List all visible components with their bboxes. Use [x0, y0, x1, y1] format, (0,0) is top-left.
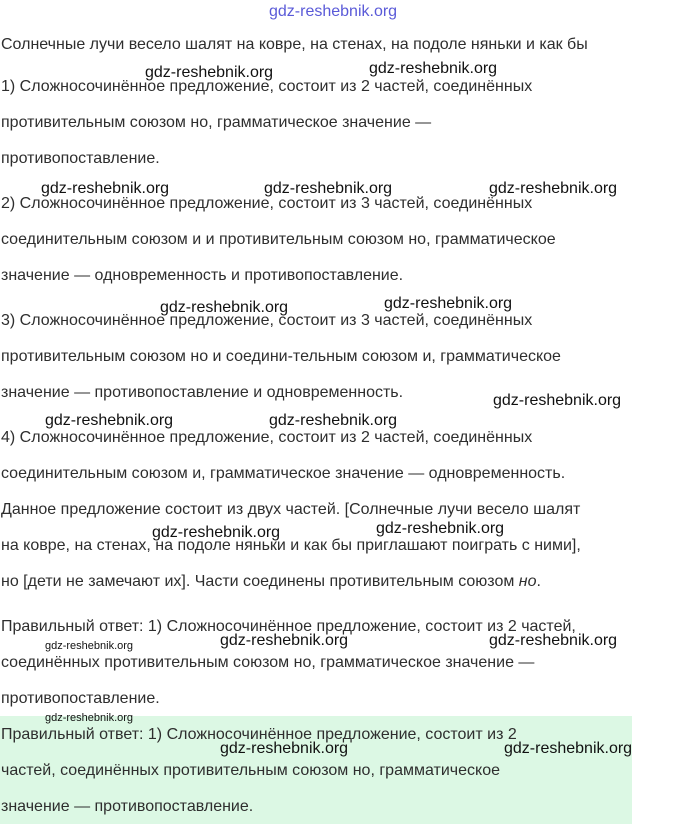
emphasis-conjunction: но [518, 573, 537, 590]
text-line: соединительным союзом и, грамматическое значение — одновременность. [1, 465, 566, 482]
text-line: 3) Сложносочинённое предложение, состоит из 3 частей, соединённых [1, 312, 533, 329]
watermark: gdz-reshebnik.org [376, 520, 505, 537]
watermark: gdz-reshebnik.org [41, 180, 170, 197]
watermark: gdz-reshebnik.org [45, 640, 134, 652]
watermark: gdz-reshebnik.org [384, 295, 513, 312]
text-line: противительным союзом но, грамматическое значение — [1, 114, 432, 131]
watermark: gdz-reshebnik.org [489, 180, 618, 197]
text-line: значение — одновременность и противопоставление. [1, 267, 404, 284]
text-line: соединённых противительным союзом но, грамматическое значение — [1, 654, 535, 671]
watermark: gdz-reshebnik.org [269, 412, 398, 429]
watermark: gdz-reshebnik.org [493, 392, 622, 409]
text-line [1, 572, 541, 592]
watermark: gdz-reshebnik.org [160, 299, 289, 316]
text-line: противительным союзом но и соедини-тельным союзом и, грамматическое [1, 348, 561, 365]
text-line: на ковре, на стенах, на подоле няньки и как бы приглашают поиграть с ними], [1, 537, 581, 554]
watermark: gdz-reshebnik.org [504, 740, 633, 757]
text-line: 4) Сложносочинённое предложение, состоит из 2 частей, соединённых [1, 429, 533, 446]
text-line: противопоставление. [1, 150, 160, 167]
text-fragment: но [дети не замечают их]. Части соединены противительным союзом [1, 573, 519, 590]
text-line: Данное предложение состоит из двух частей. [Солнечные лучи весело шалят [1, 501, 581, 518]
watermark: gdz-reshebnik.org [220, 632, 349, 649]
text-line: 2) Сложносочинённое предложение, состоит из 3 частей, соединённых [1, 195, 533, 212]
watermark: gdz-reshebnik.org [45, 712, 134, 724]
text-line: Правильный ответ: 1) Сложносочинённое предложение, состоит из 2 [1, 726, 517, 743]
watermark: gdz-reshebnik.org [152, 524, 281, 541]
text-line: Правильный ответ: 1) Сложносочинённое предложение, состоит из 2 частей, [1, 618, 576, 635]
text-line: частей, соединённых противительным союзом но, грамматическое [1, 762, 500, 779]
watermark: gdz-reshebnik.org [264, 180, 393, 197]
watermark: gdz-reshebnik.org [220, 740, 349, 757]
watermark: gdz-reshebnik.org [45, 412, 174, 429]
text-line: Солнечные лучи весело шалят на ковре, на стенах, на подоле няньки и как бы [1, 36, 588, 53]
watermark: gdz-reshebnik.org [145, 64, 274, 81]
text-line: соединительным союзом и и противительным союзом но, грамматическое [1, 231, 556, 248]
watermark: gdz-reshebnik.org [489, 632, 618, 649]
text-line: значение — противопоставление. [1, 798, 254, 815]
text-line: значение — противопоставление и одновременность. [1, 384, 404, 401]
text-line: противопоставление. [1, 690, 160, 707]
watermark: gdz-reshebnik.org [269, 3, 398, 20]
watermark: gdz-reshebnik.org [369, 60, 498, 77]
text-fragment: . [536, 573, 541, 590]
text-line: 1) Сложносочинённое предложение, состоит из 2 частей, соединённых [1, 78, 533, 95]
